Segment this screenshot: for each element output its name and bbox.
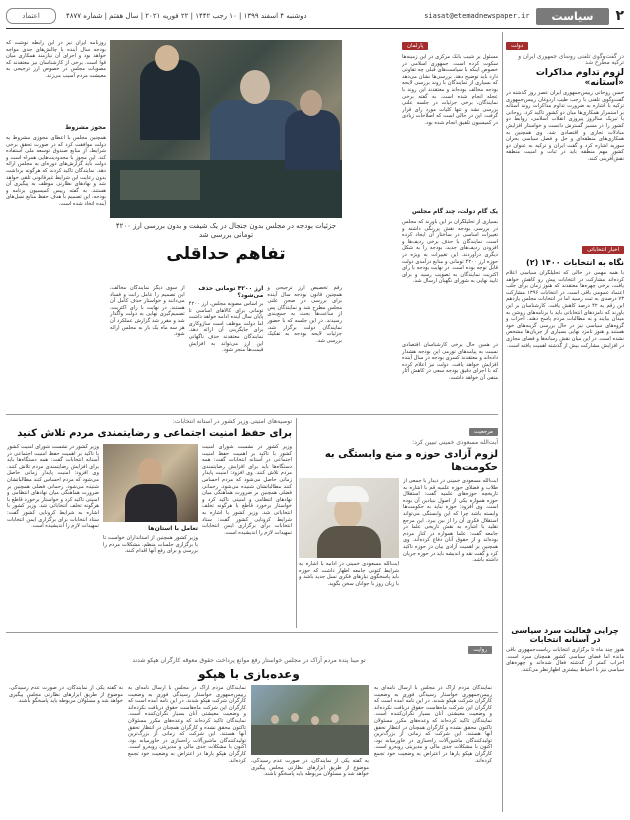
article-headline: برای حفظ امنیت اجتماعی و رضایتمندی مردم تلاش کنید [17,428,292,439]
article-body: به گفته یکی از نمایندگان، در صورت عدم رسیدگی، موضوع از طریق ابزارهای نظارتی مجلس پیگیری خواهد شد و مسئولان مربوطه باید پاسخگو باشند. [9,685,123,705]
main-story-header [110,222,342,282]
article-headline: لزوم تداوم مذاکرات «آستانه» [535,68,624,88]
seminary-story [298,418,498,628]
header-rule [6,28,624,29]
section-tag: دولت [506,42,528,50]
budget-column-left [6,40,106,415]
parliament-photo [110,40,342,218]
hepco-story [6,636,492,814]
subheading: یک گام دولت، چند گام مجلس [411,208,498,215]
subheading: تعامل با استان‌ها [148,525,198,532]
article-headline: لزوم آزادی حوزه و منع وابستگی به حکومت‌ها [324,449,498,473]
article-body: نمایندگان مردم آراک در مجلس با ارسال نامه‌ای به رییس‌جمهوری خواستار رسیدگی فوری به وضعیت کارگران شرکت هپکو شدند. در این نامه آمده است که کارگران این شرکت ماه‌هاست حقوق دریافت نکرده‌اند و وضعیت معیشتی آنان بسیار نگران‌کننده است. نمایندگان تاکید کرده‌اند که وعده‌های مکرر مسئولان تاکنون محقق نشده و کارگران همچنان در انتظار تحقق آنها هستند. این شرکت که زمانی از بزرگ‌ترین تولیدکنندگان ماشین‌آلات راه‌سازی در خاورمیانه بود، اکنون با مشکلات جدی مالی و مدیریتی روبه‌رو است. کارگران هپکو بارها در اعتراض به وضعیت خود تجمع کرده‌اند. [128,685,246,764]
article-headline: نگاه به انتخابات ۱۴۰۰ (۲) [526,258,624,267]
section-tag: روایت [468,646,492,654]
article-body: وزیر کشور در نشست شورای امنیت کشور با تاکید بر اهمیت حفظ امنیت اجتماعی در آستانه انتخابات گفت: همه دستگاه‌ها باید برای افزایش رضایتمندی مردم تلاش کنند. وی افزود: امنیت پایدار زمانی حاصل می‌شود که مردم احساس کنند مطالباتشان شنیده می‌شود. رحمانی فضلی همچنین بر ضرورت هماهنگی میان نهادهای انتظامی و امنیتی تاکید کرد و خواستار برخورد قاطع با هرگونه تخلف انتخاباتی شد. وزیر کشور با اشاره به شرایط کرونایی کشور گفت: ستاد انتخابات برای برگزاری ایمن انتخابات تمهیدات لازم را اندیشیده است. [202,444,292,536]
main-story-kicker: جزئیات بودجه در مجلس بدون جنجال در یک شیفت و بدون بررسی ارز ۴۲۰۰ تومانی بررسی شد [115,222,337,239]
newspaper-logo: اعتماد [6,8,56,24]
section-email[interactable]: siasat@etemadnewspaper.ir [424,12,530,20]
article-body: بر اساس مصوبه مجلس، ارز ۴۲۰۰ تومانی برای کالاهای اساسی تا پایان سال آینده ادامه خواهد داشت اما دولت موظف است سازوکاری برای جایگزینی آن ارائه دهد. نمایندگان معتقدند حذف ناگهانی این ارز می‌تواند به افزایش قیمت‌ها منجر شود. [188,301,264,354]
article-headline: چرایی فعالیت سرد سیاسی در آستانه انتخابات [511,626,619,644]
article-body: همچنین مجلس با اعطای مجوزی مشروط به دولت موافقت کرد که در صورت تحقق برخی شرایط، از منابع صندوق توسعه ملی استفاده کند. این مجوز با محدودیت‌هایی همراه است و دولت باید گزارش‌های دوره‌ای به مجلس ارائه دهد. نمایندگان تاکید کردند که هرگونه برداشت بدون رعایت این شرایط غیرقانونی تلقی خواهد شد و نهادهای نظارتی موظف به پیگیری آن هستند. به گفته رییس کمیسیون برنامه و بودجه، این تصمیم با هدف حفظ منابع نسل‌های آینده اتخاذ شده است. [6,135,106,207]
article-kicker: توصیه‌های امنیتی وزیر کشور در آستانه انتخابات: [172,418,292,425]
article-body: بسیاری از تحلیلگران بر این باورند که مجلس در بررسی بودجه نقش پررنگی داشته و تغییرات اساسی در ساختار آن ایجاد کرده است. نمایندگان با حذف برخی ردیف‌ها و افزودن ردیف‌های جدید، بودجه را به شکل دیگری درآوردند. این تغییرات به ویژه در حوزه ارز ۴۲۰۰ تومانی و منابع درآمدی دولت قابل توجه بوده است. در نهایت بودجه با رای اکثریت نمایندگان به تصویب رسید و برای تایید نهایی به شورای نگهبان ارسال شد. [402,219,498,285]
article-kicker: تو مینا پنده مردم آراک در مجلس خواستار رفع موانع پرداخت حقوق معوقه کارگران هپکو شدند [132,657,366,664]
workers-photo [251,685,369,755]
article-body: آیت‌الله مسعودی خمینی در ادامه با اشاره به شرایط کنونی جامعه اظهار داشت که حوزه باید پاسخگوی نیازهای فکری نسل جدید باشد و با زبان روز با جوانان سخن بگوید. [299,561,399,587]
article-body: هنوز چند ماه تا برگزاری انتخابات ریاست‌جمهوری باقی مانده اما فضای سیاسی کشور همچنان سرد است. احزاب کمتر از گذشته فعال شده‌اند و چهره‌های سیاسی نیز با احتیاط بیشتری اظهارنظر می‌کنند. [506,647,624,673]
section-tag: پارلمان [402,42,428,50]
main-story-headline: تفاهم حداقلی [166,244,286,264]
main-story-body [110,285,342,410]
interior-minister-story [6,418,292,628]
article-body: آیت‌الله مسعودی خمینی در دیدار با جمعی از طلاب و فضلای حوزه علمیه قم با اشاره به تاریخچه حوزه‌های علمیه گفت: استقلال حوزه همواره یکی از اصول بنیادین آن بوده است. وی افزود: حوزه نباید به حکومت‌ها وابسته باشد چرا که این وابستگی می‌تواند استقلال فکری آن را از بین ببرد. این مرجع تقلید با اشاره به نقش تاریخی علما در جامعه گفت: علما همواره در کنار مردم بوده‌اند و از حقوق آنان دفاع کرده‌اند. وی همچنین بر اهمیت آزادی بیان در حوزه تاکید کرد و گفت نقد و اندیشه باید در حوزه جریان داشته باشد. [403,478,498,564]
budget-column-right [402,32,498,412]
minister-photo [103,444,198,522]
section-divider [6,632,498,633]
page-header [6,6,624,26]
section-title: سیاست [536,8,610,25]
article-kicker: در گفت‌وگوی تلفنی روسای جمهوری ایران و ترکیه مطرح شد [518,54,624,66]
article-headline: وعده‌بازی با هپکو [198,667,300,681]
column-divider [296,418,297,628]
article-body: حسن روحانی رییس‌جمهوری ایران عصر روز گذشته در گفت‌وگوی تلفنی با رجب طیب اردوغان رییس‌جمهوری ترکیه با اشاره به ضرورت تداوم مذاکرات روند آستانه بر استمرار همکاری‌ها میان دو کشور تاکید کرد. روحانی با تبریک سالروز پیروزی انقلاب اسلامی، روابط دو کشور را در مسیر گسترش دانست و خواستار افزایش مبادلات تجاری و اقتصادی شد. وی همچنین به همکاری‌های منطقه‌ای و حل و فصل سیاسی بحران سوریه اشاره کرد و گفت ایران و ترکیه به عنوان دو کشور مهم منطقه باید در ثبات و امنیت منطقه نقش‌آفرینی کنند. [506,90,624,162]
article-body: نمایندگان مردم آراک در مجلس با ارسال نامه‌ای به رییس‌جمهوری خواستار رسیدگی فوری به وضعیت کارگران شرکت هپکو شدند. در این نامه آمده است که کارگران این شرکت ماه‌هاست حقوق دریافت نکرده‌اند و وضعیت معیشتی آنان بسیار نگران‌کننده است. نمایندگان تاکید کرده‌اند که وعده‌های مکرر مسئولان تاکنون محقق نشده و کارگران همچنان در انتظار تحقق آنها هستند. این شرکت که زمانی از بزرگ‌ترین تولیدکنندگان ماشین‌آلات راه‌سازی در خاورمیانه بود، اکنون با مشکلات جدی مالی و مدیریتی روبه‌رو است. کارگران هپکو بارها در اعتراض به وضعیت خود تجمع کرده‌اند. [374,685,492,764]
subheading: ارز ۴۲۰۰ تومانی حذف می‌شود؟ [198,285,264,299]
article-body: به گفته یکی از نمایندگان، در صورت عدم رسیدگی، موضوع از طریق ابزارهای نظارتی مجلس پیگیری خواهد شد و مسئولان مربوطه باید پاسخگو باشند. [251,758,369,778]
section-tag: اخبار انتخاباتی [582,246,624,254]
article-body: روزنامه ایران نیز در این رابطه نوشت که بودجه سال آینده با چالش‌های جدی مواجه خواهد بود و اجرای آن نیازمند همکاری میان قوا است. برخی از کارشناسان نیز معتقدند که مصوبات مجلس در خصوص ارز ترجیحی به معیشت مردم آسیب می‌زند. [6,40,106,79]
issue-line: دوشنبه ۴ اسفند ۱۳۹۹ | ۱۰ رجب ۱۴۴۲ | ۲۲ فوریه ۲۰۲۱ | سال هفتم | شماره ۴۸۷۷ [66,12,307,20]
page-number: ۲ [615,8,624,24]
section-tag: مرجعیت [469,428,498,436]
article-body: با همه مهمی در حالی که تحلیلگران سیاسی اعلام کرده‌اند مشارکت در انتخابات پیش رو کاهش خواهد یافت، برخی چهره‌ها معتقدند که هنوز زمان برای جلب اعتماد عمومی باقی است. در انتخابات ۱۳۹۶ مشارکت ۷۳ درصدی به ثبت رسید اما در انتخابات مجلس یازدهم این رقم به ۴۲ درصد کاهش یافت. کارشناسان بر این باورند که نامزدهای انتخاباتی باید با برنامه‌های روشن به میدان بیایند و به مطالبات مردم پاسخ دهند. احزاب و گروه‌های سیاسی نیز در حال بررسی گزینه‌های خود هستند و هنوز نامزد نهایی بسیاری از جریان‌ها مشخص نشده است. در این میان نقش رسانه‌ها و فضای مجازی در افزایش مشارکت بیش از گذشته اهمیت یافته است. [506,270,624,349]
right-column [506,32,624,812]
cleric-photo [299,478,399,558]
article-body: در همین حال برخی کارشناسان اقتصادی نسبت به پیامدهای تورمی این بودجه هشدار داده‌اند و معتقدند کسری بودجه در سال آینده افزایش خواهد یافت. دولت نیز اعلام کرده که با اجرای دقیق بودجه سعی در کاهش آثار منفی آن خواهد داشت. [402,342,498,381]
article-kicker: آیت‌الله مسعودی خمینی تبیین کرد: [412,439,498,446]
article-body: رقم تخصیص ارز ترجیحی و همچنین قانون بودجه سال آینده برای بررسی در صحن علنی مجلس مطرح شد و نمایندگان پس از ساعت‌ها بحث به جمع‌بندی رسیدند. در این جلسه که با حضور نمایندگان دولت برگزار شد، جزئیات لایحه بودجه به تفکیک بررسی شد. [267,285,342,344]
article-body: وزیر کشور همچنین از استانداران خواست تا با برگزاری جلسات منظم، مشکلات مردم را بررسی و برای رفع آنها اقدام کنند. [103,535,198,555]
article-body: از سوی دیگر نمایندگان مخالف، این تصمیم را عامل رانت و فساد می‌دانند و خواستار حذف کامل آن هستند. در نهایت با رای اکثریت، تصمیم‌گیری نهایی به دولت واگذار شد و مقرر شد گزارش عملکرد آن هر سه ماه یک بار به مجلس ارائه شود. [110,285,185,338]
article-body: وزیر کشور در نشست شورای امنیت کشور با تاکید بر اهمیت حفظ امنیت اجتماعی در آستانه انتخابات گفت: همه دستگاه‌ها باید برای افزایش رضایتمندی مردم تلاش کنند. وی افزود: امنیت پایدار زمانی حاصل می‌شود که مردم احساس کنند مطالباتشان شنیده می‌شود. رحمانی فضلی همچنین بر ضرورت هماهنگی میان نهادهای انتظامی و امنیتی تاکید کرد و خواستار برخورد قاطع با هرگونه تخلف انتخاباتی شد. وزیر کشور با اشاره به شرایط کرونایی کشور گفت: ستاد انتخابات برای برگزاری ایمن انتخابات تمهیدات لازم را اندیشیده است. [7,444,99,530]
section-divider [6,414,498,415]
article-body: مسئول بر شیب بانک مرکزی در این زمینه‌ها سکوت کرده است. جمهوری اسلامی در خصوص اینکه با سیاست‌های قبلی چه تفاوتی دارد باید توضیح دهد. بررسی‌ها نشان می‌دهد که بسیاری از نمایندگان با روند بررسی لایحه بودجه مخالف بوده‌اند و معتقدند این روند با عجله انجام شده است. به گفته برخی نمایندگان، برخی جزئیات در جلسه علنی بررسی نشد و تنها کلیات مورد رای قرار گرفت. این در حالی است که اصلاحات زیادی در کمیسیون تلفیق انجام شده بود. [402,54,498,126]
subheading: مجوز مشروط [65,124,106,131]
column-divider [502,32,503,812]
